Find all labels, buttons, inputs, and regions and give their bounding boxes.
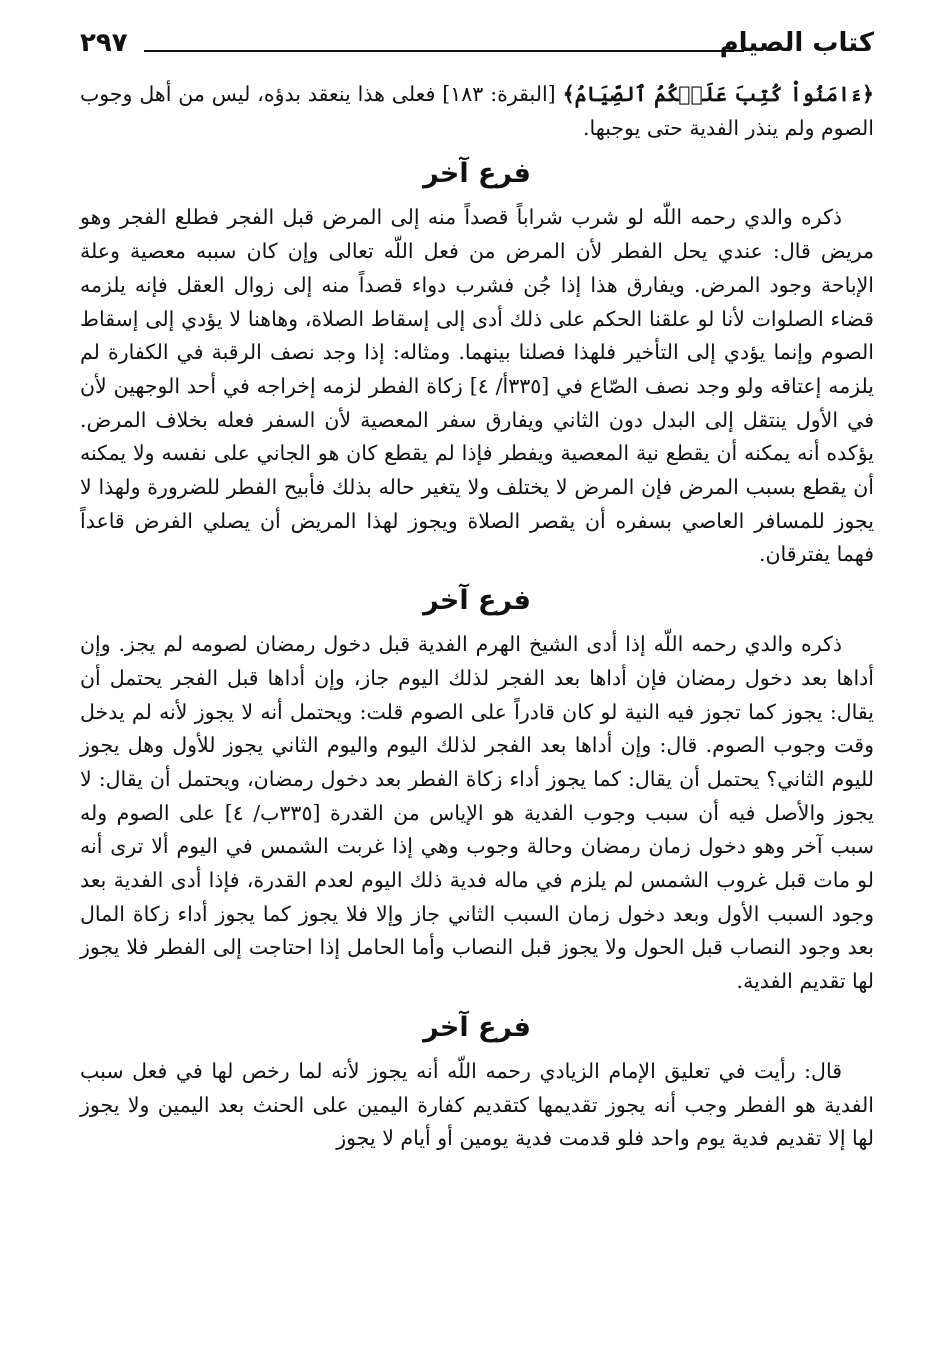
- running-title: كتاب الصيام: [719, 28, 874, 58]
- intro-text: [البقرة: ١٨٣] فعلى هذا ينعقد بدؤه، ليس من أهل وجوب الصوم ولم ينذر الفدية حتى يوجبها.: [80, 82, 874, 140]
- page-number: ٢٩٧: [80, 28, 128, 58]
- section-paragraph: ذكره والدي رحمه اللّه لو شرب شراباً قصداً منه إلى المرض قبل الفجر فطلع الفجر وهو مريض قال: عندي يحل الفطر لأن المرض من فعل اللّه تعالى وإن كان سببه معصية وعلة الإباحة وجود المرض. ويفارق هذا إذا جُن فشرب دواء قصداً منه إلى زوال العقل فإنه يلزمه قضاء الصلوات لأنا لو علقنا الحكم على ذلك أدى إلى إسقاط الصلاة، وهاهنا لا يؤدي إلى إسقاط الصوم وإنما يؤدي إلى التأخير فلهذا فصلنا بينهما. ومثاله: إذا وجد نصف الرقبة في الكفارة لم يلزمه إعتاقه ولو وجد نصف الصّاع في [٣٣٥أ/ ٤] زكاة الفطر لزمه إخراجه في أحد الوجهين لأن في الأول ينتقل إلى البدل دون الثاني ويفارق سفر المعصية لأن السفر فعله بخلاف المرض. يؤكده أنه يمكنه أن يقطع نية المعصية ويفطر فإذا لم يقطع كان هو الجاني على نفسه ولا يمكنه أن يقطع بسبب المرض فإن المرض لا يختلف ولا يتغير حاله بذلك فأبيح الفطر للضرورة ولهذا لا يجوز للمسافر العاصي بسفره أن يقصر الصلاة ويجوز لهذا المريض أن يصلي الفرض قاعداً فهما يفترقان.: [80, 205, 874, 567]
- header-rule: [144, 50, 744, 52]
- page-body: [80, 78, 874, 1156]
- section-paragraph: ذكره والدي رحمه اللّه إذا أدى الشيخ الهرم الفدية قبل دخول رمضان لصومه لم يجز. وإن أداها بعد دخول رمضان فإن أداها بعد الفجر لذلك اليوم جاز، وإن أداها قبل الفجر يحتمل أن يقال: يجوز كما تجوز فيه النية لو كان قادراً على الصوم قلت: ويحتمل أنه لا يجوز لأنه لم يدخل وقت وجوب الصوم. قال: وإن أداها بعد الفجر لذلك اليوم واليوم الثاني يجوز للأول وهل يجوز لليوم الثاني؟ يحتمل أن يقال: كما يجوز أداء زكاة الفطر بعد دخول رمضان، ويحتمل أن يقال: لا يجوز والأصل فيه أن سبب وجوب الفدية هو الإياس من القدرة [٣٣٥ب/ ٤] على الصوم وله سبب آخر وهو دخول زمان رمضان وحالة وجوب وهي إذا غربت الشمس في اليوم ألا ترى أنه لو مات قبل غروب الشمس لم يلزم في ماله فدية ذلك اليوم لعدم القدرة، فإذا أدى الفدية بعد وجود السبب الأول وبعد دخول زمان السبب الثاني جاز وإلا فلا يجوز كما يجوز أداء زكاة المال بعد وجود النصاب قبل الحول ولا يجوز قبل النصاب وأما الحامل إذا احتاجت إلى الفطر فلا يجوز لها تقديم الفدية.: [80, 632, 874, 994]
- quran-text: ءَامَنُواْ كُتِبَ عَلَيۡكُمُ ٱلصِّيَامُ: [574, 82, 862, 106]
- quran-quote: ﴿ءَامَنُواْ كُتِبَ عَلَيۡكُمُ ٱلصِّيَامُ﴾: [562, 82, 874, 106]
- section-heading: فرع آخر: [423, 585, 531, 617]
- section-heading: فرع آخر: [423, 1011, 531, 1043]
- intro-paragraph: [80, 78, 874, 145]
- section-heading: فرع آخر: [423, 158, 531, 190]
- page-header: [80, 28, 874, 68]
- section-paragraph: قال: رأيت في تعليق الإمام الزيادي رحمه اللّه أنه يجوز لأنه لما رخص لها في فعل سبب الفدية هو الفطر وجب أنه يجوز تقديمها كتقديم كفارة اليمين على الحنث بعد اليمين ولا يجوز لها إلا تقديم فدية يوم واحد فلو قدمت فدية يومين أو أيام لا يجوز: [80, 1058, 874, 1151]
